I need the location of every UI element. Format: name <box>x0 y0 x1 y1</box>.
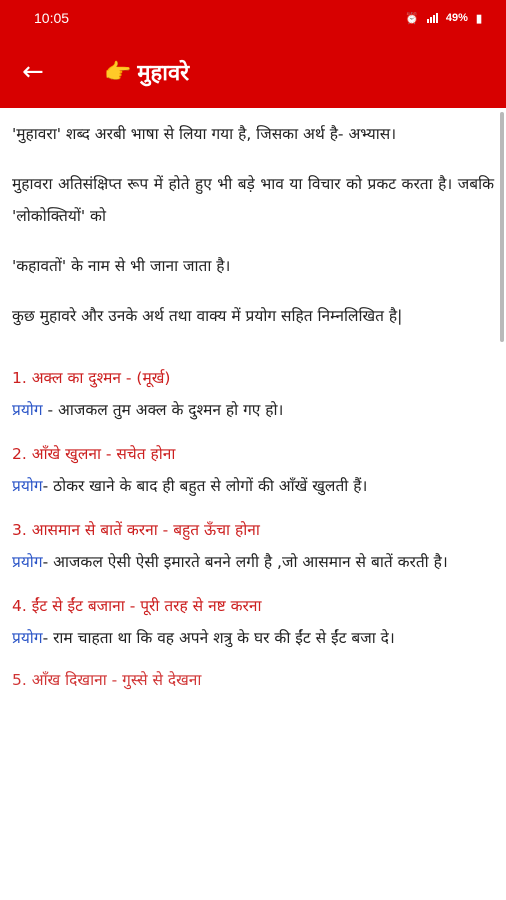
signal-icon <box>427 13 438 23</box>
idiom-usage <box>12 470 494 502</box>
intro-paragraph: मुहावरा अतिसंक्षिप्त रूप में होते हुए भी बड़े भाव या विचार को प्रकट करता है। जबकि 'लोकोक्तियों' को <box>12 175 494 225</box>
usage-label: प्रयोग <box>12 477 43 495</box>
intro-paragraph: कुछ मुहावरे और उनके अर्थ तथा वाक्य में प्रयोग सहित निम्नलिखित है| <box>12 307 403 325</box>
idiom-usage <box>12 394 494 426</box>
idiom-heading: 2. आँखे खुलना - सचेत होना <box>12 445 176 463</box>
battery-icon: ▮ <box>475 12 482 25</box>
article-content <box>0 108 506 900</box>
alarm-icon: ⏰ <box>405 12 419 25</box>
usage-label: प्रयोग <box>12 401 43 419</box>
idiom-usage <box>12 546 494 578</box>
battery-text: 49% <box>445 12 468 24</box>
status-time: 10:05 <box>34 10 70 26</box>
idiom-usage <box>12 622 494 654</box>
idiom-heading-partial: 5. आँख दिखाना - गुस्से से देखना <box>12 671 202 689</box>
idiom-heading: 1. अक्ल का दुश्मन - (मूर्ख) <box>12 369 171 387</box>
title-wrap <box>104 57 189 87</box>
pointing-hand-icon: 👉 <box>104 59 132 85</box>
usage-text: - आजकल ऐसी ऐसी इमारते बनने लगी है ,जो आसमान से बातें करती है। <box>42 553 448 571</box>
status-bar <box>0 0 506 36</box>
page-title: मुहावरे <box>137 61 190 86</box>
app-bar <box>0 36 506 108</box>
usage-label: प्रयोग <box>12 553 43 571</box>
intro-paragraph: 'मुहावरा' शब्द अरबी भाषा से लिया गया है, जिसका अर्थ है- अभ्यास। <box>12 125 397 143</box>
intro-paragraph: 'कहावतों' के नाम से भी जाना जाता है। <box>12 257 231 275</box>
usage-label: प्रयोग <box>12 629 43 647</box>
idiom-heading: 3. आसमान से बातें करना - बहुत ऊँचा होना <box>12 521 260 539</box>
status-icons <box>405 12 482 25</box>
usage-text: - ठोकर खाने के बाद ही बहुत से लोगों की आँखें खुलती हैं। <box>42 477 368 495</box>
arrow-left-icon[interactable]: ← <box>22 57 44 87</box>
usage-text: - आजकल तुम अक्ल के दुश्मन हो गए हो। <box>42 401 284 419</box>
usage-text: - राम चाहता था कि वह अपने शत्रु के घर की ईंट से ईंट बजा दे। <box>42 629 395 647</box>
idiom-heading: 4. ईंट से ईंट बजाना - पूरी तरह से नष्ट करना <box>12 597 262 615</box>
